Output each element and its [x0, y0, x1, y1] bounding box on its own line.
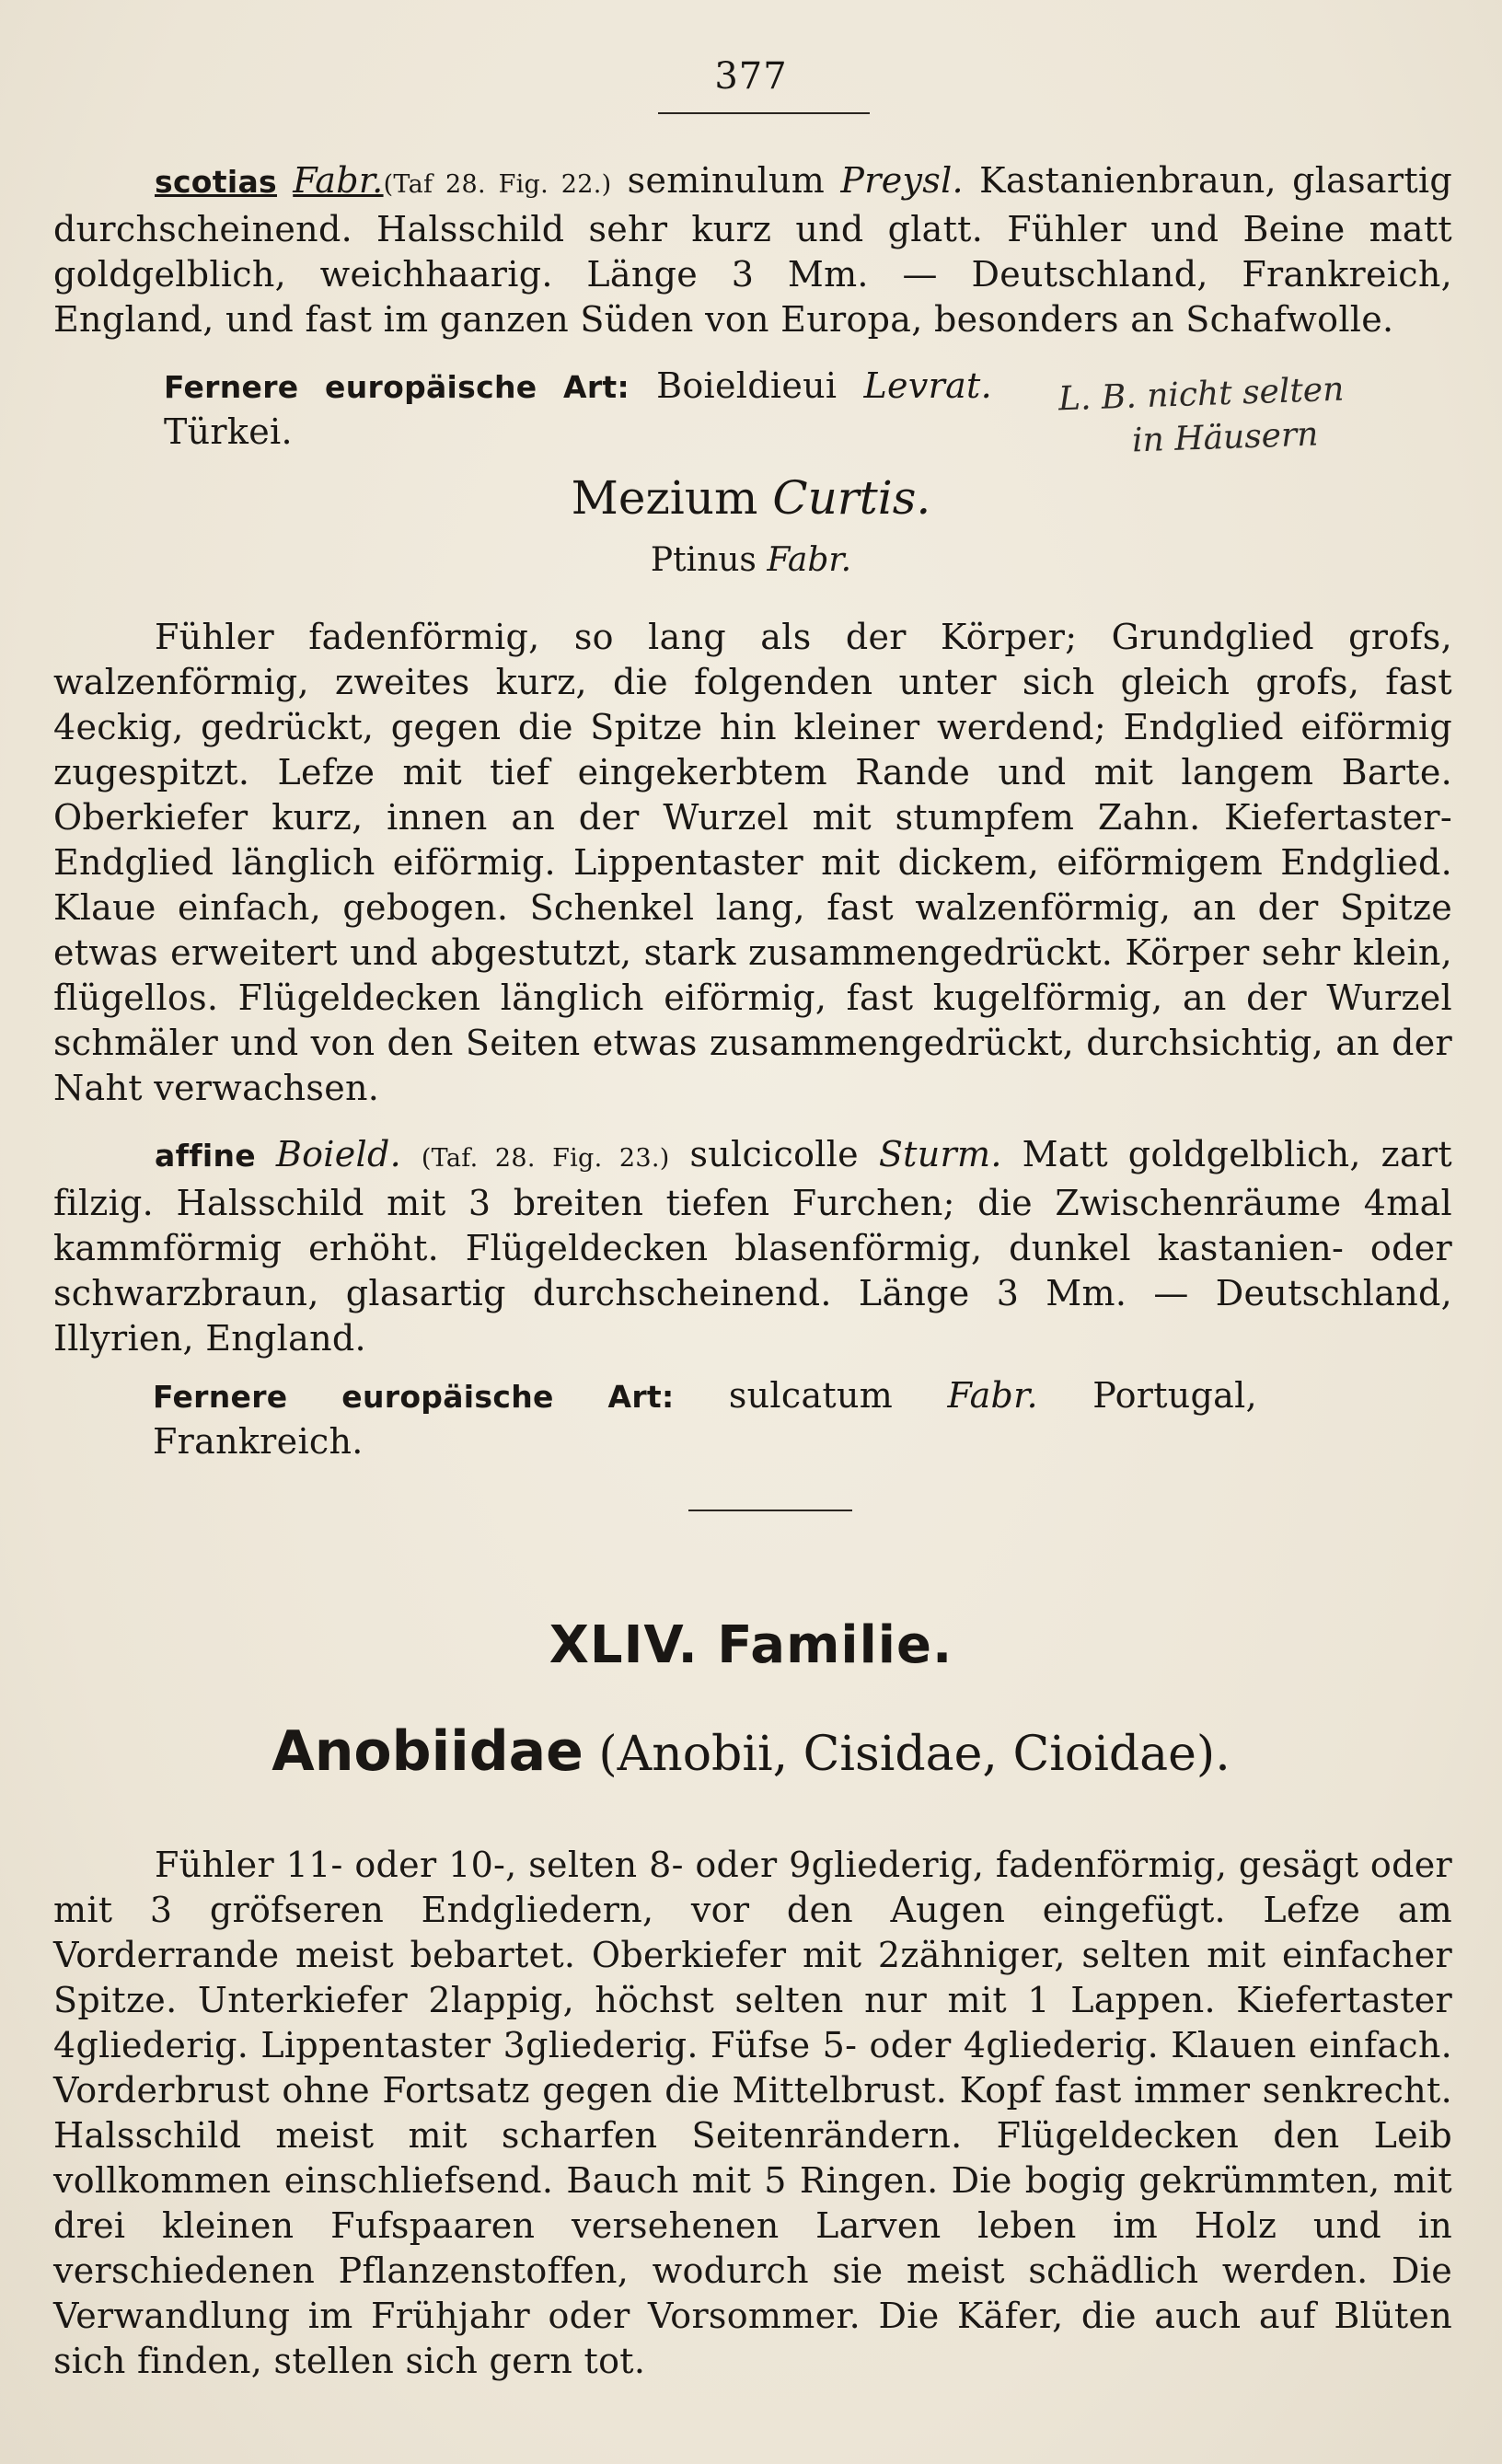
family-heading [0, 1719, 1502, 1784]
further-species-label: Fernere europäische Art: [164, 369, 630, 405]
genus-author: Curtis. [772, 471, 931, 525]
genus-heading [0, 471, 1502, 525]
genus-description-text: Fühler fadenförmig, so lang als der Körper; Grundglied grofs, walzenförmig, zweites kurz, die folgenden unter sich gleich grofs, fast 4eckig, gedrückt, gegen die Spitze hin kleiner werdend; Endglied eiförmig zugespitzt. Lefze mit tief eingekerbtem Rande und mit langem Barte. Oberkiefer kurz, innen an der Wurzel mit stumpfem Zahn. Kiefertaster-Endglied länglich eiförmig. Lippentaster mit dickem, eiförmigem Endglied. Klaue einfach, gebogen. Schenkel lang, fast walzenförmig, an der Spitze etwas erweitert und abgestutzt, stark zusammengedrückt. Körper sehr klein, flügellos. Flügeldecken länglich eiförmig, fast kugelförmig, an der Wurzel schmäler und von den Seiten etwas zusammengedrückt, durchsichtig, an der Naht verwachsen. [53, 617, 1452, 1108]
species-description: Kastanienbraun, glasartig durchscheinend. Halsschild sehr kurz und glatt. Fühler und Beine matt goldgelblich, weichhaarig. Länge 3 Mm. — Deutschland, Frankreich, England, und fast im ganzen Süden von Europa, besonders an Schafwolle. [53, 160, 1452, 340]
family-synonyms: (Anobii, Cisidae, Cioidae). [598, 1727, 1230, 1782]
synonym-author: Preysl. [840, 160, 964, 201]
family-name: Anobiidae [272, 1719, 583, 1784]
species-entry-scotias [53, 158, 1452, 342]
further-species-name: Boieldieui [656, 365, 838, 406]
genus-synonym-author: Fabr. [767, 541, 852, 579]
synonym-author: Sturm. [878, 1134, 1002, 1174]
species-author: Boield. [275, 1134, 401, 1174]
further-species-label: Fernere europäische Art: [153, 1379, 675, 1415]
family-description-text: Fühler 11- oder 10-, selten 8- oder 9gliederig, fadenförmig, gesägt oder mit 3 gröfseren Endgliedern, vor den Augen eingefügt. Lefze am Vorderrande meist bebartet. Oberkiefer mit 2zähniger, selten mit einfacher Spitze. Unterkiefer 2lappig, höchst selten nur mit 1 Lappen. Kiefertaster 4gliederig. Lippentaster 3gliederig. Füfse 5- oder 4gliederig. Klauen einfach. Vorderbrust ohne Fortsatz gegen die Mittelbrust. Kopf fast immer senkrecht. Halsschild meist mit scharfen Seitenrändern. Flügeldecken den Leib vollkommen einschliefsend. Bauch mit 5 Ringen. Die bogig gekrümmten, mit drei kleinen Fufspaaren versehenen Larven leben im Holz und in verschiedenen Pflanzenstoffen, wodurch sie meist schädlich werden. Die Verwandlung im Frühjahr oder Vorsommer. Die Käfer, die auch auf Blüten sich finden, stellen sich gern tot. [53, 1845, 1452, 2381]
species-entry-affine [53, 1132, 1452, 1361]
species-name: affine [155, 1138, 256, 1174]
further-species-author: Levrat. [863, 365, 992, 406]
further-species-name: sulcatum [728, 1375, 894, 1416]
species-description: Matt goldgelblich, zart filzig. Halsschild mit 3 breiten tiefen Furchen; die Zwischenräume 4mal kammförmig erhöht. Flügeldecken blasenförmig, dunkel kastanien- oder schwarzbraun, glasartig durchscheinend. Länge 3 Mm. — Deutschland, Illyrien, England. [53, 1134, 1452, 1359]
page-number: 377 [714, 55, 788, 98]
genus-synonym-name: Ptinus [650, 541, 757, 579]
genus-description [53, 615, 1452, 1111]
family-description [53, 1843, 1452, 2384]
page-number-rule [658, 112, 870, 114]
handwritten-note-line2: in Häusern [1131, 415, 1320, 460]
synonym: seminulum [627, 160, 826, 201]
further-species-line [164, 364, 992, 455]
family-number-heading: XLIV. Familie. [549, 1615, 953, 1675]
synonym: sulcicolle [689, 1134, 859, 1174]
further-species-line-2 [153, 1373, 1257, 1464]
species-author: Fabr. [293, 160, 384, 201]
species-name: scotias [155, 164, 277, 200]
further-species-place: Türkei. [164, 411, 293, 452]
further-species-author: Fabr. [947, 1375, 1038, 1416]
handwritten-note-line1: L. B. nicht selten [1057, 370, 1345, 419]
further-species-place: Portugal, Frankreich. [153, 1375, 1257, 1462]
section-divider [688, 1510, 852, 1511]
plate-reference: (Taf 28. Fig. 22.) [383, 170, 612, 199]
genus-synonym [0, 541, 1502, 579]
genus-name: Mezium [571, 471, 758, 525]
plate-reference: (Taf. 28. Fig. 23.) [421, 1144, 670, 1173]
